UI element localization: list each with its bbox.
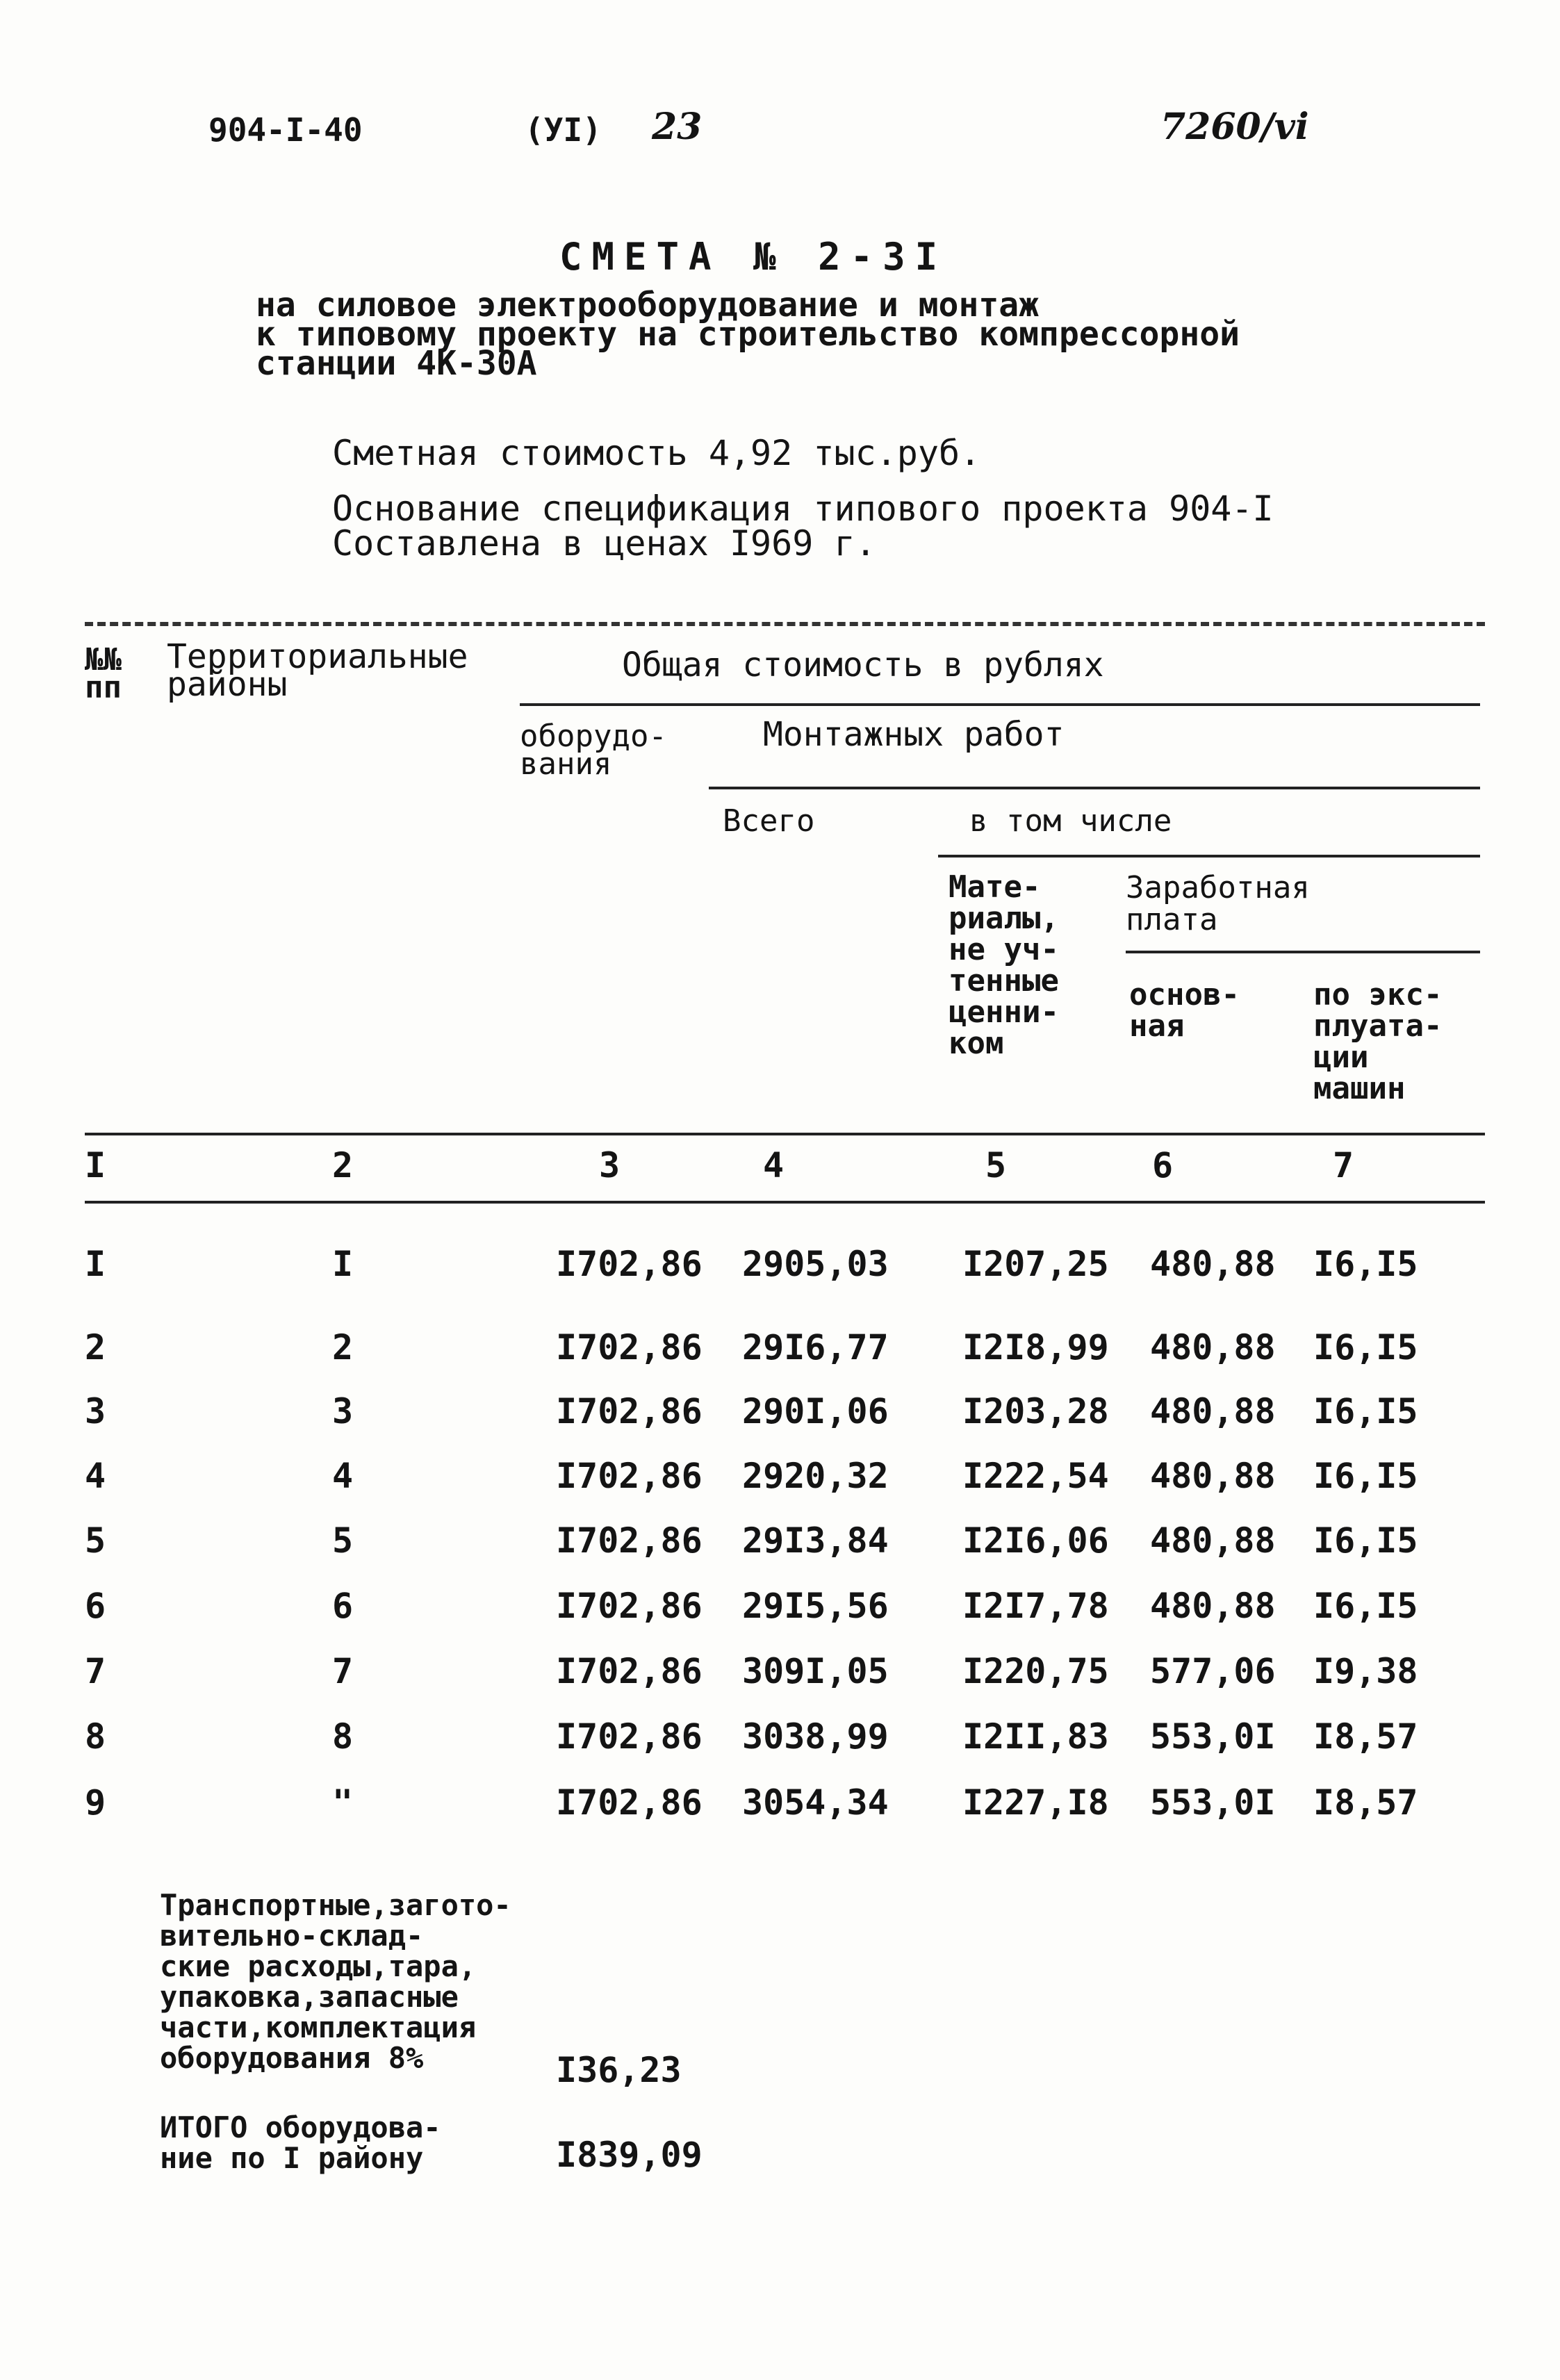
row-machines: I6,I5 [1313, 1520, 1418, 1561]
row-materials: I2II,83 [962, 1716, 1109, 1757]
transport-line-4: упаковка,запасные [160, 1980, 459, 2014]
row-basic: 480,88 [1150, 1586, 1276, 1626]
row-materials: I2I6,06 [962, 1520, 1109, 1561]
colnum-5: 5 [985, 1145, 1007, 1185]
row-machines: I6,I5 [1313, 1586, 1418, 1626]
row-equipment: I702,86 [556, 1456, 703, 1496]
row-equipment: I702,86 [556, 1586, 703, 1626]
row-region: 7 [332, 1651, 354, 1691]
header-including: в том числе [969, 803, 1172, 839]
page-number: 23 [652, 106, 703, 148]
row-basic: 480,88 [1150, 1520, 1276, 1561]
header-rule-4 [1126, 951, 1480, 953]
estimate-subtitle-line3: станции 4К-30А [256, 344, 537, 383]
row-region: 3 [332, 1391, 354, 1431]
inventory-number: 7260/vi [1160, 106, 1309, 148]
row-equipment: I702,86 [556, 1391, 703, 1431]
estimate-cost: Сметная стоимость 4,92 тыс.руб. [332, 433, 981, 473]
row-total: 29I6,77 [742, 1327, 889, 1368]
row-machines: I6,I5 [1313, 1391, 1418, 1431]
row-total: 3054,34 [742, 1782, 889, 1823]
row-region: 2 [332, 1327, 354, 1368]
row-number: 7 [85, 1651, 106, 1691]
row-machines: I8,57 [1313, 1716, 1418, 1757]
estimate-subtitle-line1: на силовое электрооборудование и монтаж [256, 286, 1040, 325]
header-basic-1: основ- [1129, 977, 1240, 1012]
header-machines-1: по экс- [1313, 977, 1443, 1012]
transport-value: I36,23 [556, 2050, 682, 2090]
album-code: (УI) [525, 111, 602, 149]
row-number: 3 [85, 1391, 106, 1431]
colnum-2: 2 [332, 1145, 354, 1185]
row-basic: 480,88 [1150, 1244, 1276, 1284]
row-basic: 480,88 [1150, 1391, 1276, 1431]
header-machines-3: ции [1313, 1040, 1369, 1075]
row-number: 2 [85, 1327, 106, 1368]
transport-line-6: оборудования 8% [160, 2041, 424, 2075]
header-materials-6: ком [949, 1026, 1004, 1061]
row-basic: 553,0I [1150, 1782, 1276, 1823]
row-materials: I203,28 [962, 1391, 1109, 1431]
header-row-number: №№ пп [85, 642, 122, 705]
estimate-subtitle-line2: к типовому проекту на строительство компрессорной [256, 315, 1240, 354]
row-equipment: I702,86 [556, 1651, 703, 1691]
transport-line-1: Транспортные,загото- [160, 1888, 511, 1922]
row-number: 9 [85, 1782, 106, 1823]
row-number: 6 [85, 1586, 106, 1626]
table-top-rule [85, 622, 1485, 626]
colnum-7: 7 [1333, 1145, 1354, 1185]
row-region: I [332, 1244, 354, 1284]
row-materials: I227,I8 [962, 1782, 1109, 1823]
header-machines-2: плуата- [1313, 1008, 1443, 1044]
row-total: 3038,99 [742, 1716, 889, 1757]
row-equipment: I702,86 [556, 1716, 703, 1757]
transport-line-5: части,комплектация [160, 2010, 477, 2044]
header-installation: Монтажных работ [763, 715, 1065, 754]
row-total: 2905,03 [742, 1244, 889, 1284]
row-total: 29I3,84 [742, 1520, 889, 1561]
header-all: Всего [723, 803, 815, 839]
row-number: I [85, 1244, 106, 1284]
header-materials-1: Мате- [949, 869, 1041, 905]
row-materials: I222,54 [962, 1456, 1109, 1496]
colnum-bottom-rule [85, 1201, 1485, 1204]
row-region: 6 [332, 1586, 354, 1626]
row-region: 8 [332, 1716, 354, 1757]
row-equipment: I702,86 [556, 1520, 703, 1561]
row-materials: I2I7,78 [962, 1586, 1109, 1626]
row-region: 5 [332, 1520, 354, 1561]
row-materials: I2I8,99 [962, 1327, 1109, 1368]
header-materials-4: тенные [949, 963, 1059, 999]
header-rule-3 [938, 855, 1480, 857]
row-machines: I6,I5 [1313, 1327, 1418, 1368]
header-rule-2 [709, 787, 1480, 789]
estimate-prices: Составлена в ценах I969 г. [332, 523, 876, 564]
header-materials-3: не уч- [949, 932, 1059, 967]
header-materials-5: ценни- [949, 994, 1059, 1030]
row-machines: I9,38 [1313, 1651, 1418, 1691]
header-bottom-rule [85, 1133, 1485, 1135]
row-total: 309I,05 [742, 1651, 889, 1691]
row-equipment: I702,86 [556, 1327, 703, 1368]
colnum-4: 4 [763, 1145, 785, 1185]
row-number: 4 [85, 1456, 106, 1496]
estimate-basis: Основание спецификация типового проекта 904-I [332, 489, 1274, 529]
row-number: 8 [85, 1716, 106, 1757]
header-basic-2: ная [1129, 1008, 1185, 1044]
row-equipment: I702,86 [556, 1782, 703, 1823]
row-basic: 577,06 [1150, 1651, 1276, 1691]
row-number: 5 [85, 1520, 106, 1561]
estimate-title: СМЕТА № 2-3I [559, 235, 948, 279]
total-line-1: ИТОГО оборудова- [160, 2110, 441, 2144]
row-basic: 480,88 [1150, 1456, 1276, 1496]
row-total: 29I5,56 [742, 1586, 889, 1626]
doc-code: 904-I-40 [208, 111, 363, 149]
row-machines: I6,I5 [1313, 1456, 1418, 1496]
row-region: " [332, 1782, 354, 1823]
row-total: 290I,06 [742, 1391, 889, 1431]
row-materials: I220,75 [962, 1651, 1109, 1691]
row-total: 2920,32 [742, 1456, 889, 1496]
header-materials-2: риалы, [949, 901, 1059, 936]
header-equipment: оборудо- вания [520, 719, 667, 782]
colnum-6: 6 [1152, 1145, 1174, 1185]
transport-line-2: вительно-склад- [160, 1919, 424, 1953]
row-machines: I8,57 [1313, 1782, 1418, 1823]
header-machines-4: машин [1313, 1071, 1406, 1106]
colnum-1: I [85, 1145, 106, 1185]
row-machines: I6,I5 [1313, 1244, 1418, 1284]
row-basic: 480,88 [1150, 1327, 1276, 1368]
header-wages: Заработная плата [1126, 870, 1310, 937]
row-equipment: I702,86 [556, 1244, 703, 1284]
row-basic: 553,0I [1150, 1716, 1276, 1757]
transport-line-3: ские расходы,тара, [160, 1949, 477, 1983]
total-value: I839,09 [556, 2135, 703, 2175]
header-total-cost: Общая стоимость в рублях [622, 646, 1104, 684]
header-regions: Территориальные районы [167, 637, 468, 704]
total-line-2: ние по I району [160, 2141, 424, 2175]
row-materials: I207,25 [962, 1244, 1109, 1284]
row-region: 4 [332, 1456, 354, 1496]
colnum-3: 3 [599, 1145, 621, 1185]
header-rule-1 [520, 703, 1480, 706]
